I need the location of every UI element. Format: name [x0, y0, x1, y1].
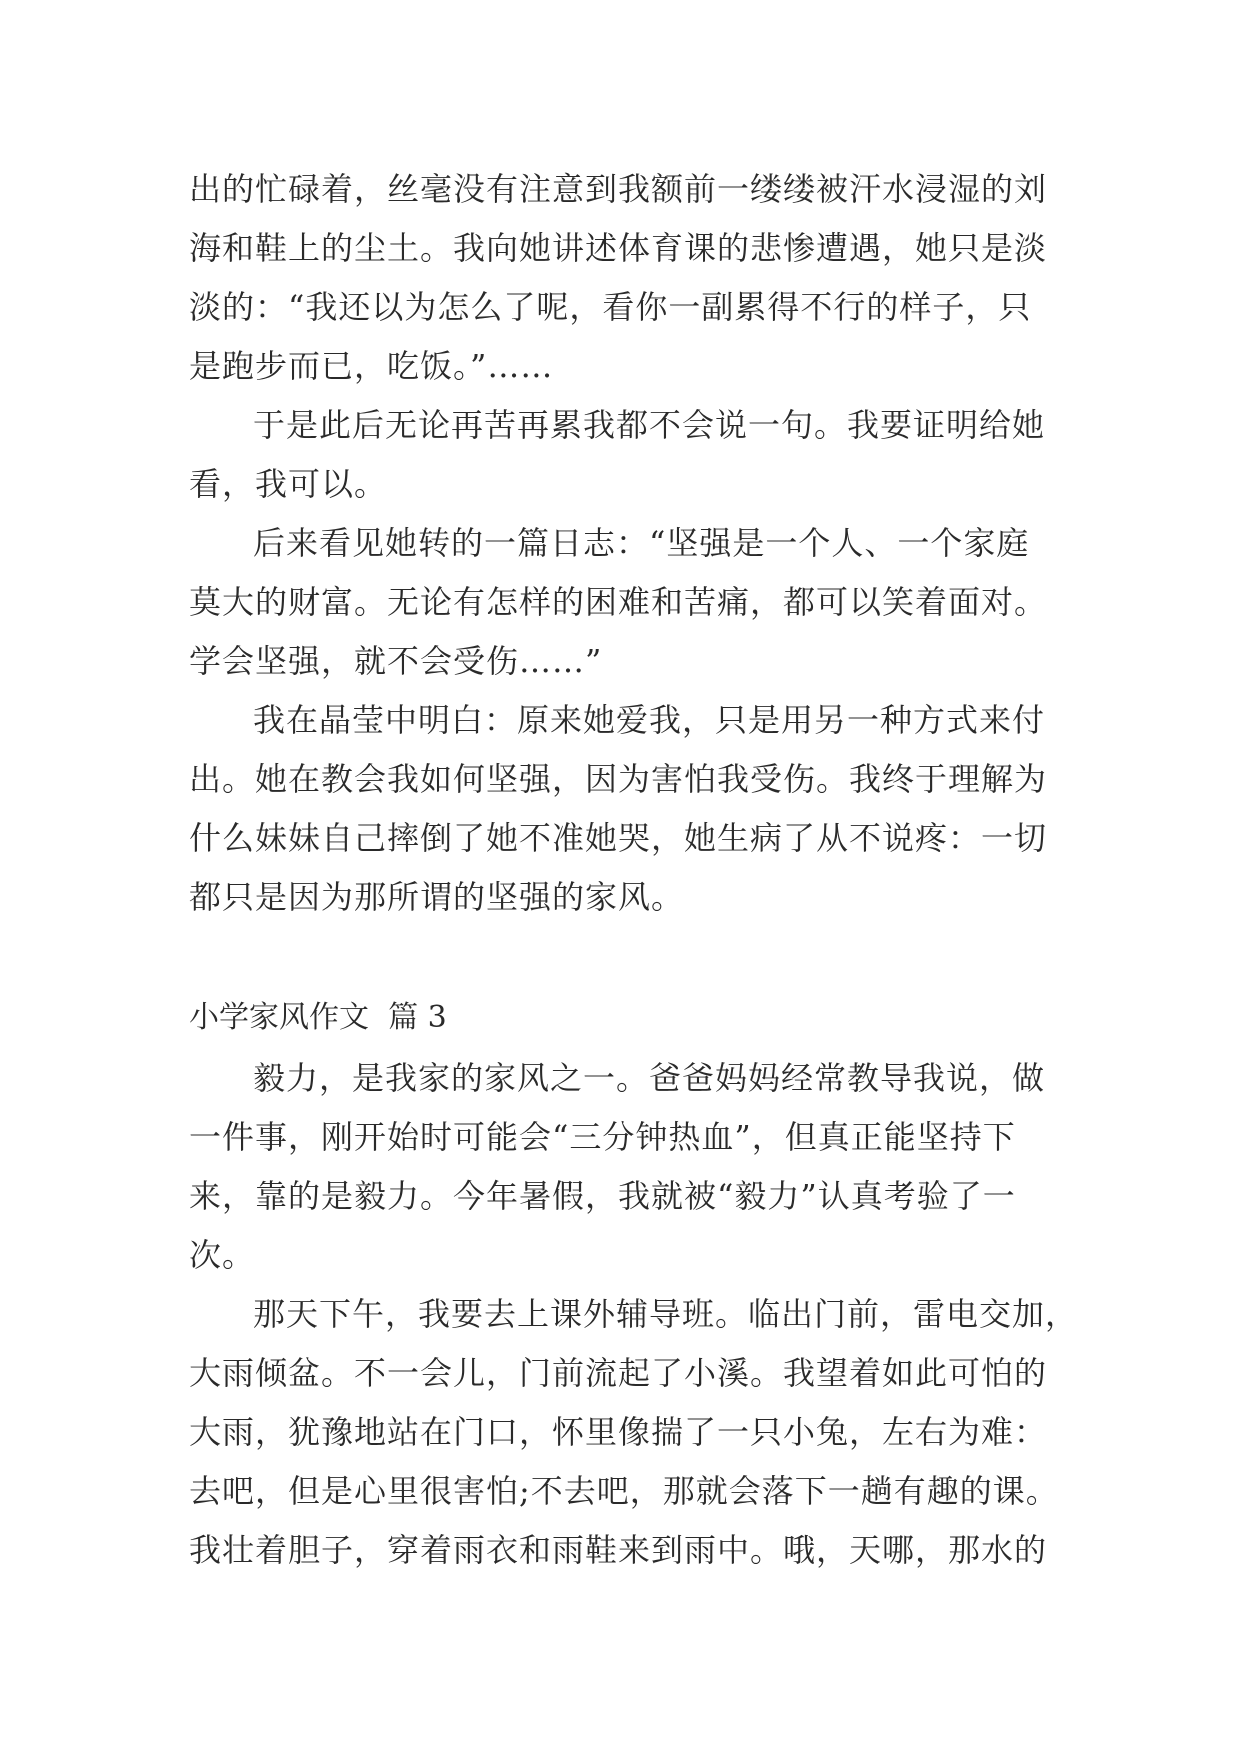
text-line: 来，靠的是毅力。今年暑假，我就被“毅力”认真考验了一: [189, 1177, 1016, 1215]
paragraph: [189, 396, 1069, 514]
text-line: 去吧，但是心里很害怕;不去吧，那就会落下一趟有趣的课。: [189, 1472, 1059, 1510]
paragraph: [189, 691, 1069, 927]
text-line: 都只是因为那所谓的坚强的家风。: [189, 878, 685, 916]
text-line: 出的忙碌着，丝毫没有注意到我额前一缕缕被汗水浸湿的刘: [189, 170, 1048, 208]
text-line: 一件事，刚开始时可能会“三分钟热血”，但真正能坚持下: [189, 1118, 1016, 1156]
text-line: 大雨，犹豫地站在门口，怀里像揣了一只小兔，左右为难：: [189, 1413, 1048, 1451]
text-line: 后来看见她转的一篇日志：“坚强是一个人、一个家庭: [253, 524, 1030, 562]
section-spacer: [189, 927, 1069, 987]
text-line: 淡的：“我还以为怎么了呢，看你一副累得不行的样子，只: [189, 288, 1032, 326]
paragraph: [189, 1285, 1079, 1580]
text-line: 大雨倾盆。不一会儿，门前流起了小溪。我望着如此可怕的: [189, 1354, 1048, 1392]
document-body: [189, 160, 1079, 1580]
text-line: 什么妹妹自己摔倒了她不准她哭，她生病了从不说疼：一切: [189, 819, 1048, 857]
paragraph: [189, 514, 1069, 691]
text-line: 毅力，是我家的家风之一。爸爸妈妈经常教导我说，做: [253, 1059, 1046, 1097]
text-line: 于是此后无论再苦再累我都不会说一句。我要证明给她: [253, 406, 1046, 444]
text-line: 莫大的财富。无论有怎样的困难和苦痛，都可以笑着面对。: [189, 583, 1048, 621]
text-line: 海和鞋上的尘土。我向她讲述体育课的悲惨遭遇，她只是淡: [189, 229, 1048, 267]
text-line: 那天下午，我要去上课外辅导班。临出门前，雷电交加，: [253, 1295, 1079, 1333]
paragraph: [189, 160, 1069, 396]
text-line: 学会坚强，就不会受伤……”: [189, 642, 603, 680]
text-line: 看，我可以。: [189, 465, 388, 503]
text-line: 我壮着胆子，穿着雨衣和雨鞋来到雨中。哦，天哪，那水的: [189, 1531, 1048, 1569]
text-line: 是跑步而已，吃饭。”……: [189, 347, 554, 385]
text-line: 次。: [189, 1236, 256, 1274]
section-heading: 小学家风作文 篇 3: [189, 1000, 447, 1035]
text-line: 出。她在教会我如何坚强，因为害怕我受伤。我终于理解为: [189, 760, 1048, 798]
text-line: 我在晶莹中明白：原来她爱我，只是用另一种方式来付: [253, 701, 1046, 739]
paragraph: [189, 1049, 1069, 1285]
